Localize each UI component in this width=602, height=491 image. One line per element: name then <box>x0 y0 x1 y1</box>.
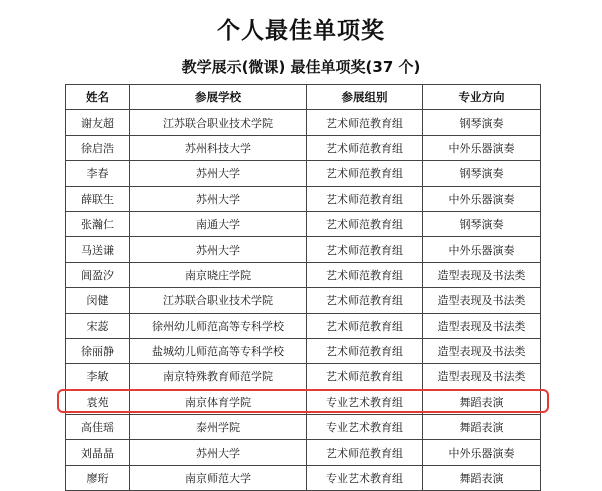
cell-school: 泰州学院 <box>130 415 307 440</box>
cell-school: 南京特殊教育师范学院 <box>130 364 307 389</box>
cell-school: 江苏联合职业技术学院 <box>130 288 307 313</box>
table-row <box>66 186 541 211</box>
cell-group: 艺术师范教育组 <box>307 135 423 160</box>
table-row <box>66 262 541 287</box>
header-major: 专业方向 <box>423 85 541 110</box>
cell-group: 艺术师范教育组 <box>307 313 423 338</box>
section-subtitle: 教学展示(微课) 最佳单项奖(37 个) <box>181 58 421 76</box>
cell-name: 马送谦 <box>66 237 130 262</box>
table-row <box>66 110 541 135</box>
table-row <box>66 211 541 236</box>
cell-name: 闵健 <box>66 288 130 313</box>
cell-major: 舞蹈表演 <box>423 389 541 414</box>
cell-school: 南京晓庄学院 <box>130 262 307 287</box>
cell-school: 苏州大学 <box>130 440 307 465</box>
cell-major: 中外乐器演奏 <box>423 186 541 211</box>
cell-school: 南京师范大学 <box>130 465 307 490</box>
table-row <box>66 338 541 363</box>
cell-group: 专业艺术教育组 <box>307 465 423 490</box>
cell-major: 中外乐器演奏 <box>423 237 541 262</box>
cell-major: 中外乐器演奏 <box>423 135 541 160</box>
cell-group: 艺术师范教育组 <box>307 110 423 135</box>
cell-school: 苏州科技大学 <box>130 135 307 160</box>
cell-name: 薛联生 <box>66 186 130 211</box>
cell-major: 舞蹈表演 <box>423 415 541 440</box>
table-row <box>66 465 541 490</box>
cell-major: 中外乐器演奏 <box>423 440 541 465</box>
table-row <box>66 288 541 313</box>
cell-school: 徐州幼儿师范高等专科学校 <box>130 313 307 338</box>
table-row <box>66 313 541 338</box>
cell-name: 宋蕊 <box>66 313 130 338</box>
table-header-row <box>66 85 541 110</box>
awards-table <box>65 84 541 491</box>
cell-major: 造型表现及书法类 <box>423 288 541 313</box>
table-row <box>66 389 541 414</box>
cell-major: 造型表现及书法类 <box>423 313 541 338</box>
cell-group: 专业艺术教育组 <box>307 389 423 414</box>
cell-group: 专业艺术教育组 <box>307 415 423 440</box>
cell-name: 廖珩 <box>66 465 130 490</box>
cell-name: 高佳瑶 <box>66 415 130 440</box>
cell-major: 钢琴演奏 <box>423 211 541 236</box>
cell-school: 南通大学 <box>130 211 307 236</box>
cell-group: 艺术师范教育组 <box>307 211 423 236</box>
header-school: 参展学校 <box>130 85 307 110</box>
cell-school: 苏州大学 <box>130 186 307 211</box>
cell-major: 造型表现及书法类 <box>423 364 541 389</box>
cell-major: 钢琴演奏 <box>423 110 541 135</box>
header-group: 参展组别 <box>307 85 423 110</box>
header-name: 姓名 <box>66 85 130 110</box>
cell-major: 造型表现及书法类 <box>423 338 541 363</box>
cell-group: 艺术师范教育组 <box>307 440 423 465</box>
cell-name: 徐丽静 <box>66 338 130 363</box>
cell-group: 艺术师范教育组 <box>307 364 423 389</box>
cell-name: 徐启浩 <box>66 135 130 160</box>
cell-name: 张瀚仁 <box>66 211 130 236</box>
cell-name: 刘晶晶 <box>66 440 130 465</box>
table-row <box>66 415 541 440</box>
cell-major: 舞蹈表演 <box>423 465 541 490</box>
cell-major: 造型表现及书法类 <box>423 262 541 287</box>
cell-group: 艺术师范教育组 <box>307 161 423 186</box>
cell-major: 钢琴演奏 <box>423 161 541 186</box>
cell-group: 艺术师范教育组 <box>307 262 423 287</box>
cell-school: 南京体育学院 <box>130 389 307 414</box>
cell-group: 艺术师范教育组 <box>307 186 423 211</box>
cell-group: 艺术师范教育组 <box>307 288 423 313</box>
cell-name: 李春 <box>66 161 130 186</box>
table-row <box>66 364 541 389</box>
cell-name: 谢友超 <box>66 110 130 135</box>
cell-school: 盐城幼儿师范高等专科学校 <box>130 338 307 363</box>
cell-name: 李敏 <box>66 364 130 389</box>
cell-name: 阊盈汐 <box>66 262 130 287</box>
table-row <box>66 237 541 262</box>
table-row <box>66 135 541 160</box>
cell-group: 艺术师范教育组 <box>307 338 423 363</box>
cell-group: 艺术师范教育组 <box>307 237 423 262</box>
page-title: 个人最佳单项奖 <box>217 18 385 44</box>
table-row <box>66 440 541 465</box>
cell-name: 袁苑 <box>66 389 130 414</box>
cell-school: 苏州大学 <box>130 237 307 262</box>
cell-school: 苏州大学 <box>130 161 307 186</box>
cell-school: 江苏联合职业技术学院 <box>130 110 307 135</box>
table-row <box>66 161 541 186</box>
